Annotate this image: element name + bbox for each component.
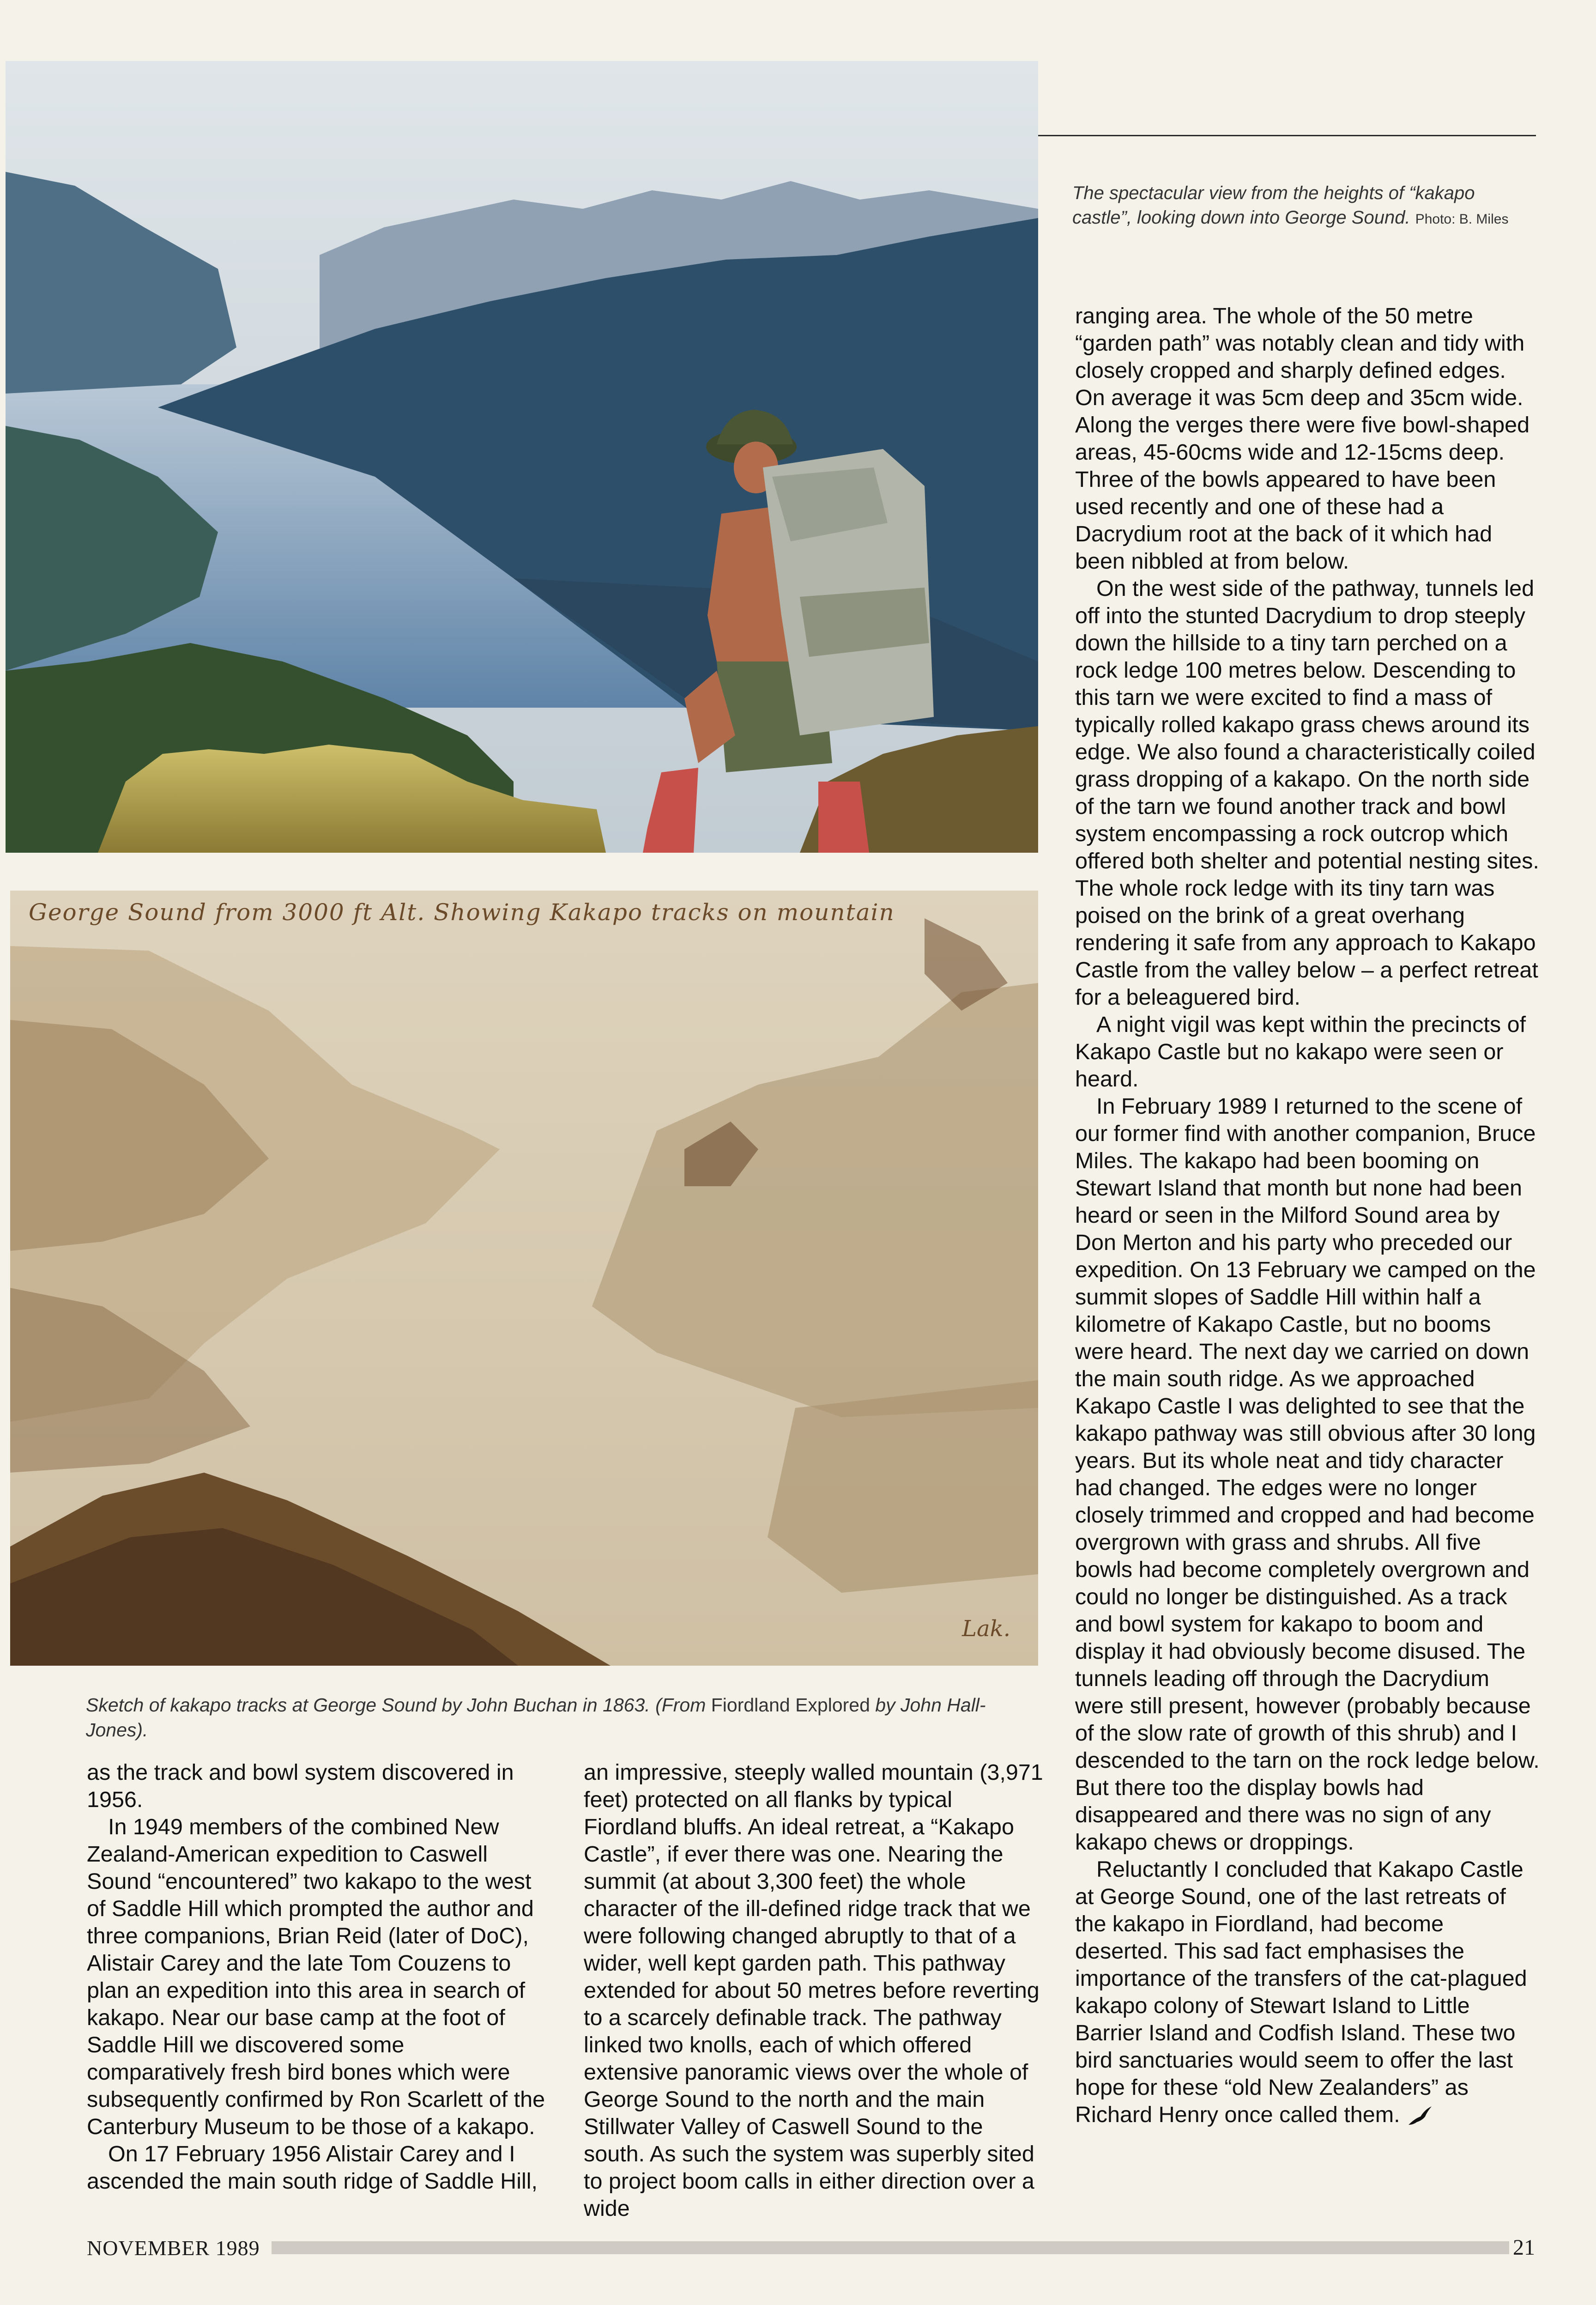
fjord-photo-art <box>6 61 1038 853</box>
sketch-signature: Lak. <box>962 1616 1010 1642</box>
footer-bar <box>272 2241 1509 2254</box>
paragraph: an impressive, steeply walled mountain (3,971 feet) protected on all flanks by typical Fiordland bluffs. An ideal retreat, a “Kakapo Castle”, if ever there was one. Nearing the summit (at about 3,300 feet) the whole character of the ill-defined ridge track that we were following changed abruptly to that of a wider, well kept garden path. This pathway extended for about 50 metres before reverting to a scarcely definable track. The pathway linked two knolls, each of which offered extensive panoramic views over the whole of George Sound to the north and the main Stillwater Valley of Caswell Sound to the south. As such the system was superbly sited to project boom calls in either direction over a wide <box>584 1760 1043 2221</box>
sketch-caption <box>86 1692 1037 1742</box>
page-number: 21 <box>1513 2235 1535 2260</box>
paragraph: In February 1989 I returned to the scene of our former find with another companion, Bruce Miles. The kakapo had been booming on Stewart Island that month but none had been heard or seen in the Milford Sound area by Don Merton and his party who preceded our expedition. On 13 February we camped on the summit slopes of Saddle Hill within half a kilometre of Kakapo Castle, but no booms were heard. The next day we carried on down the main south ridge. As we approached Kakapo Castle I was delighted to see that the kakapo pathway was still obvious after 30 long years. But its whole neat and tidy character had changed. The edges were no longer closely trimmed and cropped and had become overgrown with grass and shrubs. All five bowls had become completely overgrown and could no longer be distinguished. As a track and bowl system for kakapo to boom and display it had obviously become disused. The tunnels leading off through the Dacrydium were still present, however (probably because of the slow rate of growth of this shrub) and I descended to the tarn on the rock ledge below. But there too the display bowls had disappeared and there was no sign of any kakapo chews or droppings. <box>1075 1094 1540 1855</box>
kakapo-sketch <box>10 891 1038 1666</box>
article-column-middle <box>584 1759 1050 2222</box>
sketch-caption-part1: Sketch of kakapo tracks at George Sound by John Buchan in 1863. (From <box>86 1694 711 1716</box>
photo-caption-text: The spectacular view from the heights of “kakapo castle”, looking down into George Sound. <box>1072 183 1475 228</box>
caption-rule <box>1038 135 1536 136</box>
fjord-photo <box>6 61 1038 853</box>
footer-issue-date: NOVEMBER 1989 <box>87 2236 260 2260</box>
sketch-handwritten-title: George Sound from 3000 ft Alt. Showing Kakapo tracks on mountain <box>29 899 895 926</box>
paragraph-final <box>1075 1856 1542 2129</box>
photo-credit: Photo: B. Miles <box>1415 211 1509 227</box>
kakapo-end-mark-icon <box>1407 2105 1433 2129</box>
paragraph: A night vigil was kept within the precincts of Kakapo Castle but no kakapo were seen or heard. <box>1075 1012 1526 1092</box>
paragraph-final-text: Reluctantly I concluded that Kakapo Castle at George Sound, one of the last retreats of the kakapo in Fiordland, had become deserted. This sad fact emphasises the importance of the transfers of the cat-plagued kakapo colony of Stewart Island to Little Barrier Island and Codfish Island. These two bird sanctuaries would seem to offer the last hope for these “old New Zealanders” as Richard Henry once called them. <box>1075 1857 1527 2127</box>
paragraph: as the track and bowl system discovered in 1956. <box>87 1760 514 1812</box>
sketch-caption-part2: by John Hall-Jones). <box>86 1694 986 1741</box>
photo-caption <box>1072 181 1539 230</box>
article-column-left <box>87 1759 549 2195</box>
sketch-caption-book: Fiordland Explored <box>711 1694 870 1716</box>
paragraph: In 1949 members of the combined New Zealand-American expedition to Caswell Sound “encountered” two kakapo to the west of Saddle Hill which prompted the author and three companions, Brian Reid (later of DoC), Alistair Carey and the late Tom Couzens to plan an expedition into this area in search of kakapo. Near our base camp at the foot of Saddle Hill we discovered some comparatively fresh bird bones which were subsequently confirmed by Ron Scarlett of the Canterbury Museum to be those of a kakapo. <box>87 1814 545 2139</box>
paragraph: On the west side of the pathway, tunnels led off into the stunted Dacrydium to drop steeply down the hillside to a tiny tarn perched on a rock ledge 100 metres below. Descending to this tarn we were excited to find a mass of typically rolled kakapo grass chews around its edge. We also found a characteristically coiled grass dropping of a kakapo. On the north side of the tarn we found another track and bowl system encompassing a rock outcrop which offered both shelter and potential nesting sites. The whole rock ledge with its tiny tarn was poised on the brink of a great overhang rendering it safe from any approach to Kakapo Castle from the valley below – a perfect retreat for a beleaguered bird. <box>1075 576 1539 1010</box>
paragraph: ranging area. The whole of the 50 metre “garden path” was notably clean and tidy with closely cropped and sharply defined edges. On average it was 5cm deep and 35cm wide. Along the verges there were five bowl-shaped areas, 45-60cms wide and 12-15cms deep. Three of the bowls appeared to have been used recently and one of these had a Dacrydium root at the back of it which had been nibbled at from below. <box>1075 303 1530 574</box>
paragraph: On 17 February 1956 Alistair Carey and I ascended the main south ridge of Saddle Hill, <box>87 2141 538 2194</box>
article-column-right <box>1075 303 1542 2129</box>
sketch-art <box>10 891 1038 1666</box>
